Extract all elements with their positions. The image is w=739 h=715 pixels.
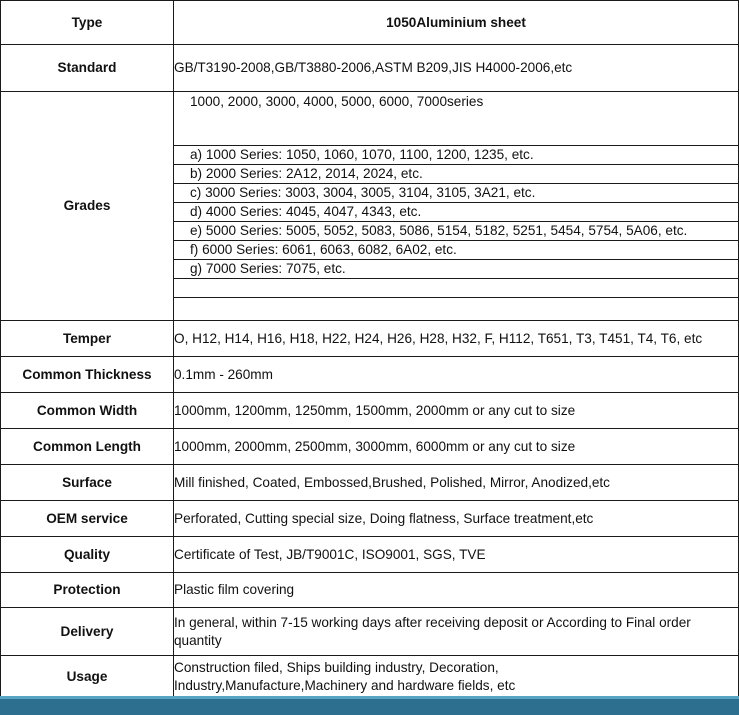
table-row-oem [1,501,739,537]
grade-line-g [174,259,738,279]
table-row-usage [1,656,739,698]
protection-label: Protection [1,573,174,608]
bottom-border-highlight [0,696,739,699]
thickness-label: Common Thickness [1,357,174,393]
table-row-quality [1,537,739,573]
usage-value-line-1: Construction filed, Ships building industry, Decoration, [174,659,499,675]
temper-value: O, H12, H14, H16, H18, H22, H24, H26, H28, H32, F, H112, T651, T3, T451, T4, T6, etc [174,321,739,357]
grades-summary: 1000, 2000, 3000, 4000, 5000, 6000, 7000series [190,94,484,109]
length-label: Common Length [1,429,174,465]
usage-value-line-2: Industry,Manufacture,Machinery and hardware fields, etc [174,677,516,693]
type-label: Type [1,1,174,45]
table-row-standard [1,45,739,92]
usage-value [174,656,739,698]
grade-line-b-text: b) 2000 Series: 2A12, 2014, 2024, etc. [190,166,423,181]
grade-line-g-text: g) 7000 Series: 7075, etc. [190,261,346,276]
length-value: 1000mm, 2000mm, 2500mm, 3000mm, 6000mm or any cut to size [174,429,739,465]
grade-line-d-text: d) 4000 Series: 4045, 4047, 4343, etc. [190,204,422,219]
grades-list [174,92,738,320]
bottom-border-bar [0,696,739,715]
grade-line-f [174,240,738,260]
quality-value: Certificate of Test, JB/T9001C, ISO9001, SGS, TVE [174,537,739,573]
quality-label: Quality [1,537,174,573]
oem-label: OEM service [1,501,174,537]
grades-cell [174,92,739,321]
standard-label: Standard [1,45,174,92]
delivery-label: Delivery [1,608,174,656]
table-row-thickness [1,357,739,393]
grade-line-e-text: e) 5000 Series: 5005, 5052, 5083, 5086, 5154, 5182, 5251, 5454, 5754, 5A06, etc. [190,223,688,238]
type-value: 1050Aluminium sheet [174,1,739,45]
grades-label: Grades [1,92,174,321]
table-row-grades [1,92,739,321]
standard-value: GB/T3190-2008,GB/T3880-2006,ASTM B209,JIS H4000-2006,etc [174,45,739,92]
table-row-length [1,429,739,465]
table-row-protection [1,573,739,608]
table-row-surface [1,465,739,501]
grade-line-d [174,202,738,222]
thickness-value: 0.1mm - 260mm [174,357,739,393]
protection-value: Plastic film covering [174,573,739,608]
surface-label: Surface [1,465,174,501]
grade-line-blank-1 [174,278,738,298]
grade-line-b [174,164,738,184]
table-row-delivery [1,608,739,656]
temper-label: Temper [1,321,174,357]
width-label: Common Width [1,393,174,429]
grade-line-c [174,183,738,203]
table-row-width [1,393,739,429]
surface-value: Mill finished, Coated, Embossed,Brushed, Polished, Mirror, Anodized,etc [174,465,739,501]
usage-label: Usage [1,656,174,698]
grade-line-f-text: f) 6000 Series: 6061, 6063, 6082, 6A02, etc. [190,242,457,257]
grade-line-c-text: c) 3000 Series: 3003, 3004, 3005, 3104, 3105, 3A21, etc. [190,185,536,200]
table-row-type [1,1,739,45]
grade-line-a-text: a) 1000 Series: 1050, 1060, 1070, 1100, 1200, 1235, etc. [190,147,534,162]
grade-line-a [174,145,738,165]
grade-line-e [174,221,738,241]
width-value: 1000mm, 1200mm, 1250mm, 1500mm, 2000mm or any cut to size [174,393,739,429]
delivery-value: In general, within 7-15 working days after receiving deposit or According to Final order quantity [174,608,739,656]
table-row-temper [1,321,739,357]
oem-value: Perforated, Cutting special size, Doing flatness, Surface treatment,etc [174,501,739,537]
grade-line-blank-2 [174,297,738,317]
